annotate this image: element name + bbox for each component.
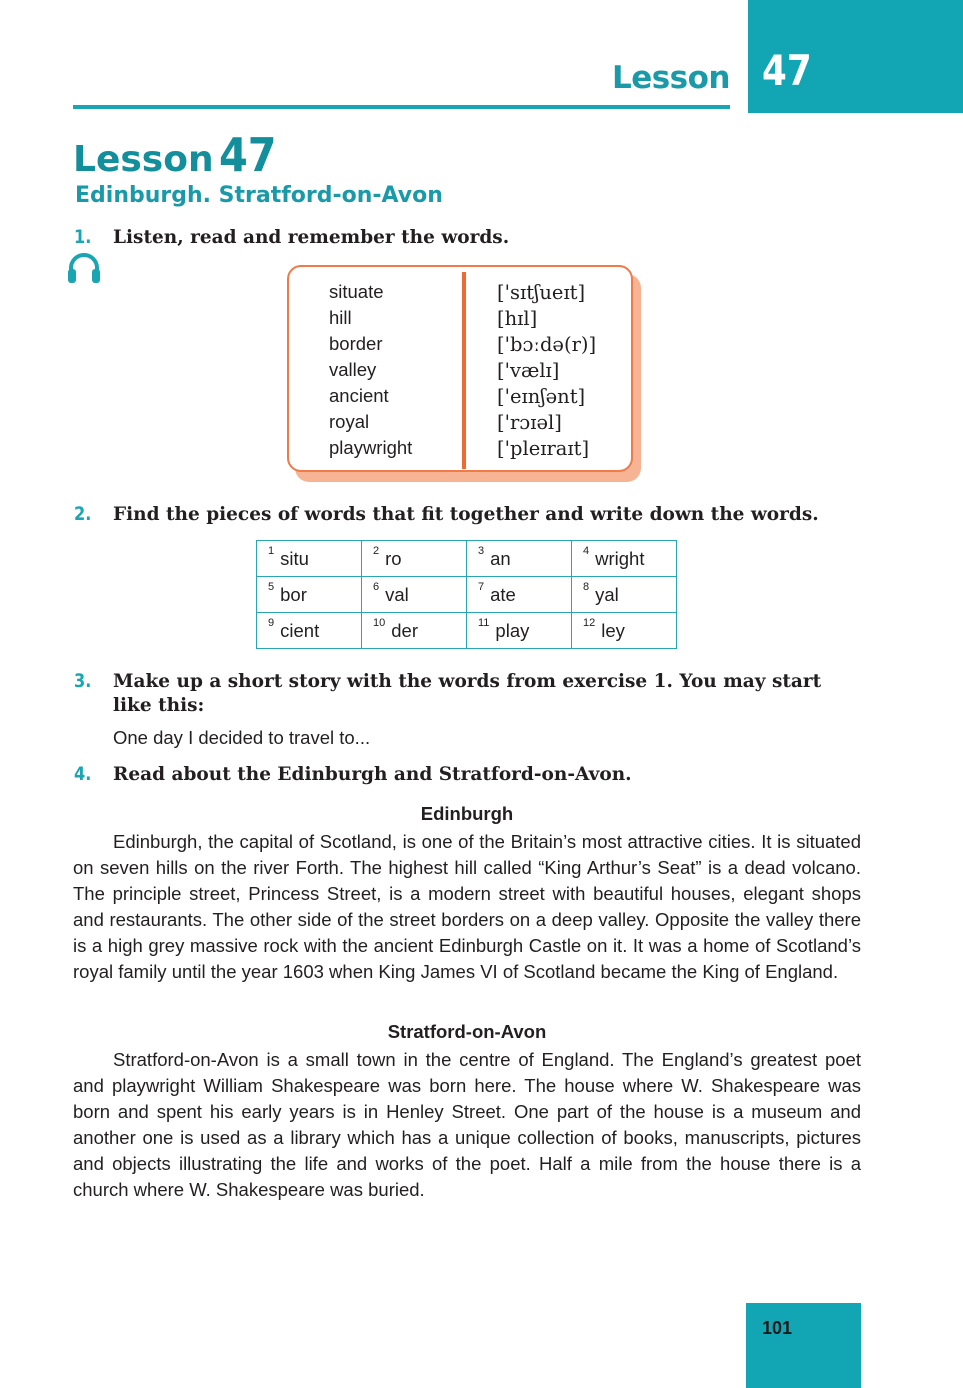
stratford-paragraph: Stratford-on-Avon is a small town in the centre of England. The England’s greatest poet and playwright William Shakespeare was born here. The house where W. Shakespeare was born and spent his early years is in Henley Street. One part of the house is a museum and another one is used as a library which has a unique collection of books, manuscripts, pictures and objects illustrating the life and works of the poet. Half a mile from the house there is a church where W. Shakespeare was buried. [73,1049,861,1200]
cell-text: wright [595,547,645,569]
table-cell [362,541,467,577]
edinburgh-paragraph: Edinburgh, the capital of Scotland, is one of the Britain’s most attractive cities. It is situated on seven hills on the river Forth. The highest hill called “King Arthur’s Seat” is a dead volcano. The principle street, Princess Street, is a modern street with beautiful houses, elegant shops and restaurants. The other side of the street borders on a deep valley. Opposite the valley there is a high grey massive rock with the ancient Edinburgh Castle on it. It was a home of Scotland’s royal family until the year 1603 when King James VI of Scotland became the King of England. [73,831,861,982]
word-pieces-table [256,540,677,649]
vocab-transcription: ['vælɪ] [497,359,560,382]
table-cell [572,541,677,577]
table-cell [257,613,362,649]
cell-text: yal [595,583,619,605]
page-title [73,128,283,182]
page-number: 101 [762,1318,793,1338]
table-cell [362,613,467,649]
vocab-word: border [329,333,383,354]
cell-number: 7 [478,581,485,594]
table-row [257,541,677,577]
vocab-word: hill [329,307,352,328]
table-cell [257,577,362,613]
cell-number: 9 [268,617,275,630]
vocab-transcription: ['rɔɪəl] [497,411,562,434]
page-number-tab [746,1303,861,1388]
vocab-word: royal [329,411,370,432]
headphones-icon[interactable] [67,253,101,285]
cell-number: 12 [583,617,596,630]
task-4-number: 4. [74,763,92,785]
cell-text: an [490,547,511,569]
vocab-word: ancient [329,385,389,406]
cell-number: 10 [373,617,386,630]
task-2-text: Find the pieces of words that fit together and write down the words. [113,504,819,525]
cell-text: ley [601,619,625,641]
table-cell [467,613,572,649]
title-number: 47 [219,128,277,182]
cell-text: play [495,619,530,641]
vocab-transcription: ['pleɪraɪt] [497,437,590,460]
cell-number: 3 [478,545,485,558]
cell-number: 5 [268,581,275,594]
cell-number: 4 [583,545,590,558]
cell-text: ate [490,583,516,605]
vocab-transcription: ['sɪtʃueɪt] [497,281,586,304]
vocab-transcription: ['eɪnʃənt] [497,385,586,408]
vocab-transcriptions [497,280,596,462]
table-cell [257,541,362,577]
header-lesson-number: 47 [762,46,812,95]
cell-text: situ [280,547,309,569]
table-row [257,577,677,613]
cell-text: bor [280,583,307,605]
edinburgh-heading: Edinburgh [420,803,514,824]
stratford-heading: Stratford-on-Avon [387,1021,547,1042]
cell-text: cient [280,619,320,641]
table-cell [572,577,677,613]
table-cell [467,577,572,613]
vocab-transcription: ['bɔːdə(r)] [497,333,597,356]
table-row [257,613,677,649]
task-1-text: Listen, read and remember the words. [113,227,510,248]
vocab-words [329,279,412,461]
cell-number: 2 [373,545,380,558]
cell-text: der [391,619,418,641]
task-3-example: One day I decided to travel to... [113,727,371,748]
vocab-word: valley [329,359,377,380]
vocab-transcription: [hɪl] [497,307,538,330]
vocab-word: playwright [329,437,413,458]
cell-number: 11 [478,617,490,630]
header-rule [73,105,730,109]
cell-number: 8 [583,581,590,594]
cell-text: val [385,583,409,605]
vocab-divider [462,272,466,469]
task-3-text: Make up a short story with the words from exercise 1. You may start like this: [113,671,822,716]
table-cell [467,541,572,577]
cell-number: 6 [373,581,380,594]
vocab-word: situate [329,281,384,302]
cell-number: 1 [268,545,275,558]
table-cell [362,577,467,613]
title-word: Lesson [73,139,214,180]
header-lesson-word: Lesson [611,60,730,96]
task-2-number: 2. [74,503,92,525]
task-1-number: 1. [74,226,92,248]
task-3-number: 3. [74,670,92,692]
cell-text: ro [385,547,402,569]
table-cell [572,613,677,649]
page-subtitle: Edinburgh. Stratford-on-Avon [75,183,443,208]
task-4-text: Read about the Edinburgh and Stratford-on-Avon. [113,764,632,785]
